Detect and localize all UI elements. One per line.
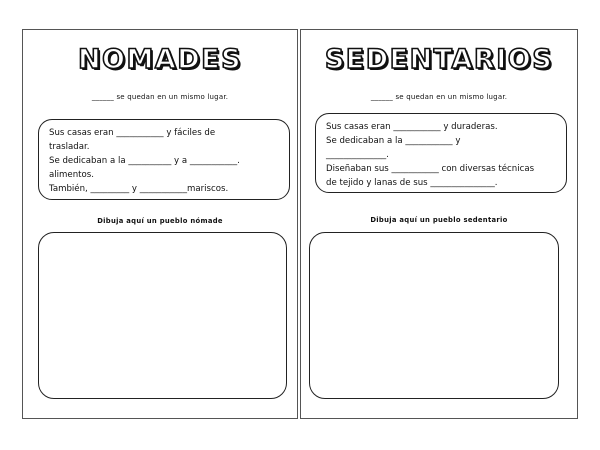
drawing-area[interactable] [38, 232, 287, 399]
drawing-instruction: Dibuja aquí un pueblo sedentario [370, 216, 508, 224]
text-line: Sus casas eran ___________ y duraderas. [326, 122, 498, 132]
fill-in-text-box [38, 119, 290, 200]
text-line: trasladar. [49, 142, 90, 152]
page-title: SEDENTARIOS [324, 44, 554, 75]
text-line: de tejido y lanas de sus _______________. [326, 178, 498, 188]
text-line: alimentos. [49, 170, 94, 180]
drawing-area[interactable] [309, 232, 559, 399]
drawing-instruction: Dibuja aquí un pueblo nómade [97, 217, 223, 225]
text-line: Diseñaban sus ___________ con diversas técnicas [326, 164, 535, 174]
fill-in-statement: ______ se quedan en un mismo lugar. [91, 93, 229, 101]
worksheet-nomades [22, 29, 298, 419]
text-line: Se dedicaban a la __________ y a ___________. [49, 156, 240, 166]
fill-in-text-box [315, 113, 567, 193]
text-line: ______________. [326, 150, 389, 160]
text-line: Se dedicaban a la ___________ y [326, 136, 461, 146]
worksheet-sedentarios [300, 29, 578, 419]
text-line: También, _________ y ___________mariscos. [49, 184, 229, 194]
page-title: NOMADES [77, 44, 243, 75]
text-line: Sus casas eran ___________ y fáciles de [49, 128, 216, 138]
fill-in-statement: ______ se quedan en un mismo lugar. [370, 93, 508, 101]
